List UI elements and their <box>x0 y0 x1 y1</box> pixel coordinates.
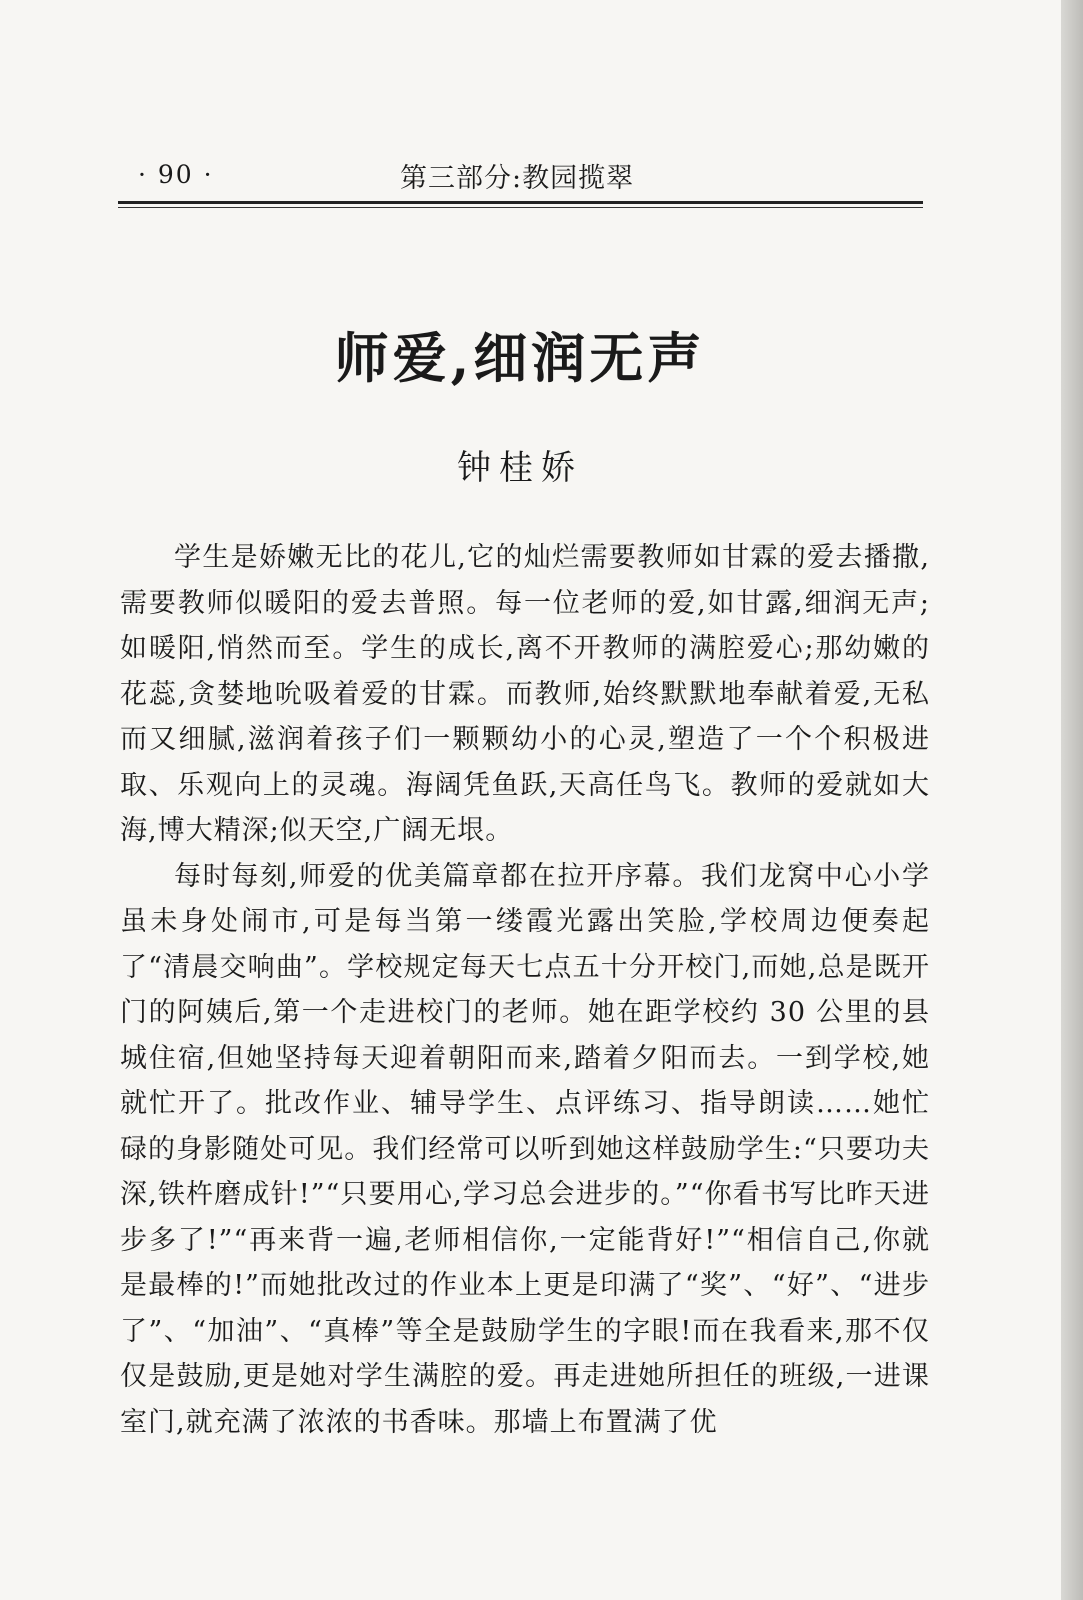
article-title: 师爱,细润无声 <box>334 326 706 390</box>
paragraph: 学生是娇嫩无比的花儿,它的灿烂需要教师如甘霖的爱去播撒,需要教师似暖阳的爱去普照。每一位老师的爱,如甘露,细润无声;如暖阳,悄然而至。学生的成长,离不开教师的满腔爱心;那幼嫩的花蕊,贪婪地吮吸着爱的甘霖。而教师,始终默默地奉献着爱,无私而又细腻,滋润着孩子们一颗颗幼小的心灵,塑造了一个个积极进取、乐观向上的灵魂。海阔凭鱼跃,天高任鸟飞。教师的爱就如大海,博大精深;似天空,广阔无垠。 <box>120 542 930 846</box>
running-header-section-title: 第三部分:教园揽翠 <box>400 163 635 194</box>
page-number: · 90 · <box>138 160 214 189</box>
article-body <box>120 535 930 1445</box>
article-author: 钟桂娇 <box>457 448 583 488</box>
header-rule-thick <box>118 201 923 204</box>
header-rule-thin <box>118 207 923 208</box>
paragraph: 每时每刻,师爱的优美篇章都在拉开序幕。我们龙窝中心小学虽未身处闹市,可是每当第一缕霞光露出笑脸,学校周边便奏起了“清晨交响曲”。学校规定每天七点五十分开校门,而她,总是既开门的阿姨后,第一个走进校门的老师。她在距学校约 30 公里的县城住宿,但她坚持每天迎着朝阳而来,踏着夕阳而去。一到学校,她就忙开了。批改作业、辅导学生、点评练习、指导朗读……她忙碌的身影随处可见。我们经常可以听到她这样鼓励学生:“只要功夫深,铁杵磨成针!”“只要用心,学习总会进步的。”“你看书写比昨天进步多了!”“再来背一遍,老师相信你,一定能背好!”“相信自己,你就是最棒的!”而她批改过的作业本上更是印满了“奖”、“好”、“进步了”、“加油”、“真棒”等全是鼓励学生的字眼!而在我看来,那不仅仅是鼓励,更是她对学生满腔的爱。再走进她所担任的班级,一进课室门,就充满了浓浓的书香味。那墙上布置满了优 <box>120 860 930 1438</box>
page-edge-shadow <box>1061 0 1083 1600</box>
